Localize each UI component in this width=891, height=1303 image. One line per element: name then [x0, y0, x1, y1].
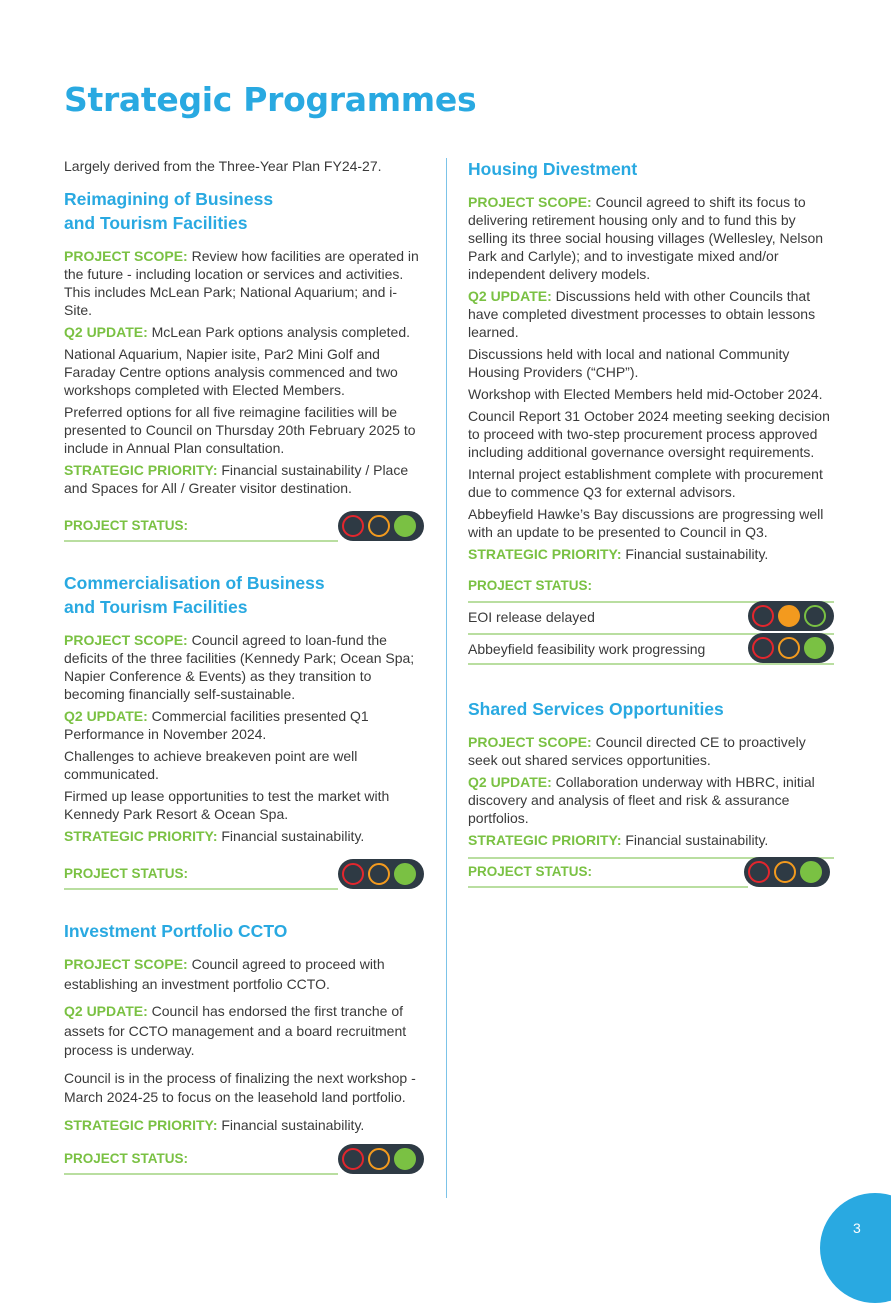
q2-update [64, 1002, 424, 1061]
traffic-light-indicator [744, 857, 830, 887]
update-label: Q2 UPDATE: [64, 1003, 148, 1019]
traffic-light-indicator [338, 1144, 424, 1174]
project-scope [468, 193, 834, 283]
section-heading: Shared Services Opportunities [468, 699, 724, 719]
red-light-icon [342, 515, 364, 537]
body-paragraph: Council Report 31 October 2024 meeting seeking decision to proceed with two-step procurement process approved including additional governance oversight requirements. [468, 408, 830, 460]
scope-label: PROJECT SCOPE: [64, 956, 188, 972]
q2-update [468, 287, 834, 341]
body-paragraph: Council is in the process of finalizing the next workshop - March 2024-25 to focus on the leasehold land portfolio. [64, 1069, 416, 1105]
project-status-row [64, 859, 424, 891]
status-underline [64, 888, 338, 890]
status-label: PROJECT STATUS: [468, 864, 593, 879]
project-scope [64, 631, 424, 703]
priority-label: STRATEGIC PRIORITY: [468, 546, 622, 562]
amber-light-icon [778, 637, 800, 659]
body-paragraph: Discussions held with local and national Community Housing Providers (“CHP”). [468, 346, 790, 380]
strategic-priority [468, 545, 834, 563]
amber-light-icon [368, 863, 390, 885]
traffic-light-indicator [338, 859, 424, 889]
body-paragraph: Abbeyfield Hawke’s Bay discussions are progressing well with an update to be presented to Council in Q3. [468, 506, 824, 540]
green-light-icon [394, 515, 416, 537]
status-underline [468, 886, 748, 888]
update-label: Q2 UPDATE: [64, 324, 148, 340]
priority-text: Financial sustainability. [217, 828, 365, 844]
status-underline [64, 540, 338, 542]
reimagining-section [64, 187, 424, 543]
strategic-priority [64, 1116, 424, 1134]
section-heading: Investment Portfolio CCTO [64, 921, 288, 941]
red-light-icon [752, 605, 774, 627]
update-text: Commercial facilities presented Q1 Performance in November 2024. [64, 708, 369, 742]
priority-label: STRATEGIC PRIORITY: [64, 462, 218, 478]
amber-light-icon [368, 515, 390, 537]
red-light-icon [748, 861, 770, 883]
housing-section [468, 157, 834, 665]
heading-line: Reimagining of Business [64, 189, 274, 209]
amber-light-icon [774, 861, 796, 883]
page-title: Strategic Programmes [64, 80, 477, 119]
update-label: Q2 UPDATE: [64, 708, 148, 724]
q2-update [468, 773, 834, 827]
scope-label: PROJECT SCOPE: [64, 632, 188, 648]
green-light-icon [394, 863, 416, 885]
red-light-icon [752, 637, 774, 659]
amber-light-icon [368, 1148, 390, 1170]
strategic-priority [64, 827, 424, 845]
update-text: McLean Park options analysis completed. [147, 324, 410, 340]
project-status-row [64, 1144, 424, 1176]
page-number-badge [820, 1193, 891, 1303]
q2-update [64, 707, 424, 743]
traffic-light-indicator [748, 633, 834, 663]
red-light-icon [342, 863, 364, 885]
green-light-icon [804, 605, 826, 627]
body-paragraph: Firmed up lease opportunities to test the market with Kennedy Park Resort & Ocean Spa. [64, 788, 390, 822]
traffic-light-indicator [748, 601, 834, 631]
q2-update [64, 323, 424, 341]
right-column [468, 157, 834, 889]
update-label: Q2 UPDATE: [468, 288, 552, 304]
body-paragraph: Preferred options for all five reimagine facilities will be presented to Council on Thursday 20th February 2025 to include in Annual Plan consultation. [64, 404, 416, 456]
project-scope [64, 955, 424, 994]
status-divider [468, 663, 834, 665]
status-label: PROJECT STATUS: [64, 866, 189, 881]
project-scope [468, 733, 834, 769]
scope-text: Council agreed to loan-fund the deficits of the three facilities (Kennedy Park; Ocean Spa; Napier Conference & Events) as they transition to becoming financially self-sustainable. [64, 632, 415, 702]
project-status-row [64, 511, 424, 543]
body-paragraph: Internal project establishment complete with procurement due to commence Q3 for external advisors. [468, 466, 823, 500]
update-text: Collaboration underway with HBRC, initial discovery and analysis of fleet and risk & assurance portfolios. [468, 774, 815, 826]
amber-light-icon [778, 605, 800, 627]
priority-text: Financial sustainability. [621, 546, 769, 562]
heading-line: and Tourism Facilities [64, 597, 248, 617]
priority-text: Financial sustainability. [217, 1116, 365, 1133]
scope-label: PROJECT SCOPE: [468, 194, 592, 210]
status-underline [64, 1173, 338, 1175]
green-light-icon [800, 861, 822, 883]
green-light-icon [804, 637, 826, 659]
scope-text: Council directed CE to proactively seek out shared services opportunities. [468, 734, 806, 768]
shared-services-section [468, 697, 834, 889]
section-heading [64, 571, 424, 619]
strategic-priority [468, 831, 834, 849]
status-row-label: Abbeyfield feasibility work progressing [468, 641, 706, 657]
heading-line: Commercialisation of Business [64, 573, 325, 593]
status-row-eoi [468, 601, 834, 633]
heading-line: and Tourism Facilities [64, 213, 248, 233]
status-label: PROJECT STATUS: [468, 578, 593, 593]
update-text: Discussions held with other Councils that have completed divestment processes to obtain lessons learned. [468, 288, 816, 340]
priority-text: Financial sustainability / Place and Spaces for All / Greater visitor destination. [64, 462, 409, 496]
project-status-row [468, 857, 834, 889]
body-paragraph: Challenges to achieve breakeven point are well communicated. [64, 748, 358, 782]
body-paragraph: National Aquarium, Napier isite, Par2 Mini Golf and Faraday Centre options analysis commenced and two workshops completed with Elected Members. [64, 346, 398, 398]
priority-label: STRATEGIC PRIORITY: [468, 832, 622, 848]
intro-text: Largely derived from the Three-Year Plan FY24-27. [64, 158, 382, 174]
commercialisation-section [64, 571, 424, 891]
priority-label: STRATEGIC PRIORITY: [64, 1116, 218, 1133]
left-column [64, 157, 424, 1176]
priority-text: Financial sustainability. [621, 832, 769, 848]
scope-text: Council agreed to proceed with establishing an investment portfolio CCTO. [64, 956, 385, 992]
green-light-icon [394, 1148, 416, 1170]
project-scope [64, 247, 424, 319]
status-label: PROJECT STATUS: [64, 1150, 189, 1166]
strategic-priority [64, 461, 424, 497]
investment-section [64, 919, 424, 1176]
traffic-light-indicator [338, 511, 424, 541]
update-text: Council has endorsed the first tranche of assets for CCTO management and a board recruitment process is underway. [64, 1003, 407, 1058]
priority-label: STRATEGIC PRIORITY: [64, 828, 218, 844]
section-heading [64, 187, 424, 235]
page-number: 3 [853, 1220, 861, 1236]
status-row-label: EOI release delayed [468, 609, 595, 625]
body-paragraph: Workshop with Elected Members held mid-October 2024. [468, 386, 823, 402]
scope-text: Council agreed to shift its focus to delivering retirement housing only and to fund this by selling its three social housing villages (Wellesley, Nelson Park and Carlyle); and to investigate mixed and/or independent delivery models. [468, 194, 824, 282]
scope-text: Review how facilities are operated in the future - including location or services and activities. This includes McLean Park; National Aquarium; and i-Site. [64, 248, 419, 318]
column-divider [446, 158, 447, 1198]
scope-label: PROJECT SCOPE: [64, 248, 188, 264]
scope-label: PROJECT SCOPE: [468, 734, 592, 750]
status-label: PROJECT STATUS: [64, 518, 189, 533]
status-row-abbeyfield [468, 633, 834, 665]
section-heading: Housing Divestment [468, 159, 638, 179]
update-label: Q2 UPDATE: [468, 774, 552, 790]
red-light-icon [342, 1148, 364, 1170]
